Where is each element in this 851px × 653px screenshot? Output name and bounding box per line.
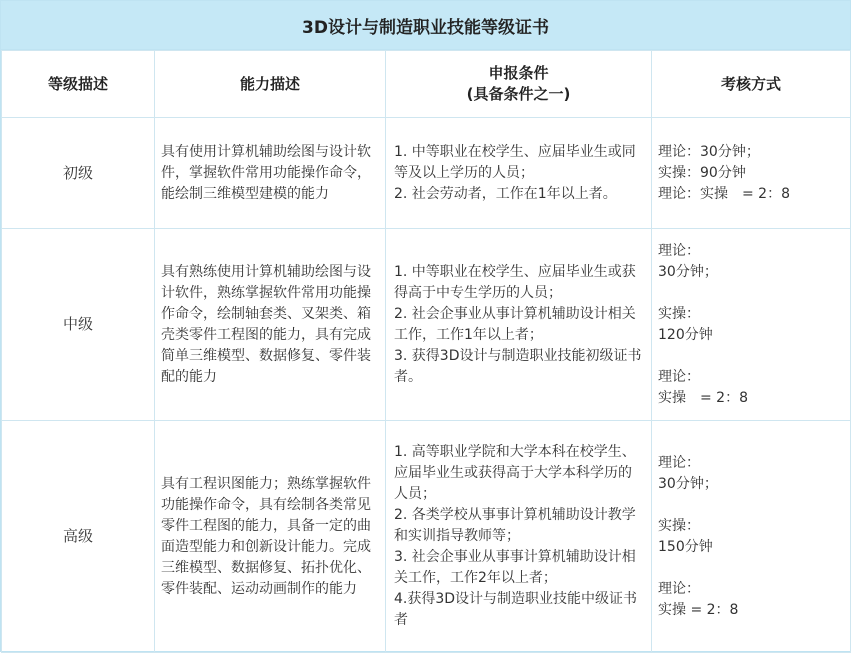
exam-spacer	[658, 558, 844, 579]
table-row	[2, 118, 851, 229]
header-conditions-subtitle: (具备条件之一)	[466, 85, 571, 103]
header-level: 等级描述	[2, 51, 155, 118]
condition-item: 1. 高等职业学院和大学本科在校学生、应届毕业生或获得高于大学本科学历的人员；	[394, 444, 636, 502]
table-row	[2, 229, 851, 421]
exam-line: 理论：	[658, 580, 700, 597]
exam-line: 实操：90分钟	[658, 164, 746, 181]
condition-item: 4.获得3D设计与制造职业技能中级证书者	[394, 591, 638, 628]
exam-cell	[652, 118, 851, 229]
exam-spacer	[658, 346, 844, 367]
condition-item: 2. 社会劳动者，工作在1年以上者。	[394, 185, 617, 202]
condition-item: 1. 中等职业在校学生、应届毕业生或同等及以上学历的人员；	[394, 143, 636, 181]
exam-line: 理论：	[658, 454, 700, 471]
ability-cell: 具有熟练使用计算机辅助绘图与设计软件，熟练掌握软件常用功能操作命令，绘制轴套类、叉架类、箱壳类零件工程图的能力，具有完成简单三维模型、数据修复、零件装配的能力	[155, 229, 386, 421]
exam-cell	[652, 421, 851, 653]
condition-item: 2. 社会企事业从事计算机辅助设计相关工作，工作1年以上者；	[394, 305, 636, 343]
header-exam: 考核方式	[652, 51, 851, 118]
level-cell: 初级	[2, 118, 155, 229]
certificate-levels-table	[1, 50, 851, 653]
exam-spacer	[658, 283, 844, 304]
exam-line: 实操 = 2：8	[658, 389, 748, 406]
exam-line: 理论：实操 = 2：8	[658, 185, 790, 202]
ability-cell: 具有工程识图能力；熟练掌握软件功能操作命令，具有绘制各类常见零件工程图的能力，具备一定的曲面造型能力和创新设计能力。完成三维模型、数据修复、拓扑优化、零件装配、运动动画制作的能力	[155, 421, 386, 653]
conditions-cell	[386, 118, 652, 229]
header-conditions	[386, 51, 652, 118]
exam-cell	[652, 229, 851, 421]
condition-item: 3. 社会企事业从事事计算机辅助设计相关工作，工作2年以上者；	[394, 549, 636, 586]
conditions-cell	[386, 229, 652, 421]
exam-line: 理论：	[658, 368, 700, 385]
conditions-cell	[386, 421, 652, 653]
exam-spacer	[658, 495, 844, 516]
condition-item: 2. 各类学校从事事计算机辅助设计教学和实训指导教师等；	[394, 507, 636, 544]
header-ability: 能力描述	[155, 51, 386, 118]
table-title: 3D设计与制造职业技能等级证书	[1, 1, 850, 50]
exam-line: 30分钟；	[658, 475, 718, 492]
exam-line: 30分钟；	[658, 263, 718, 280]
exam-line: 实操：	[658, 517, 700, 534]
table-row	[2, 421, 851, 653]
exam-line: 实操：	[658, 305, 700, 322]
exam-line: 120分钟	[658, 326, 713, 343]
exam-line: 理论：30分钟；	[658, 143, 760, 160]
exam-line: 150分钟	[658, 538, 713, 555]
condition-item: 3. 获得3D设计与制造职业技能初级证书者。	[394, 347, 642, 385]
level-cell: 高级	[2, 421, 155, 653]
ability-cell: 具有使用计算机辅助绘图与设计软件，掌握软件常用功能操作命令，能绘制三维模型建模的能力	[155, 118, 386, 229]
level-cell: 中级	[2, 229, 155, 421]
exam-line: 实操 = 2：8	[658, 601, 739, 618]
exam-line: 理论：	[658, 242, 700, 259]
condition-item: 1. 中等职业在校学生、应届毕业生或获得高于中专生学历的人员；	[394, 263, 636, 301]
header-conditions-title: 申报条件	[488, 64, 549, 82]
header-row	[2, 51, 851, 118]
